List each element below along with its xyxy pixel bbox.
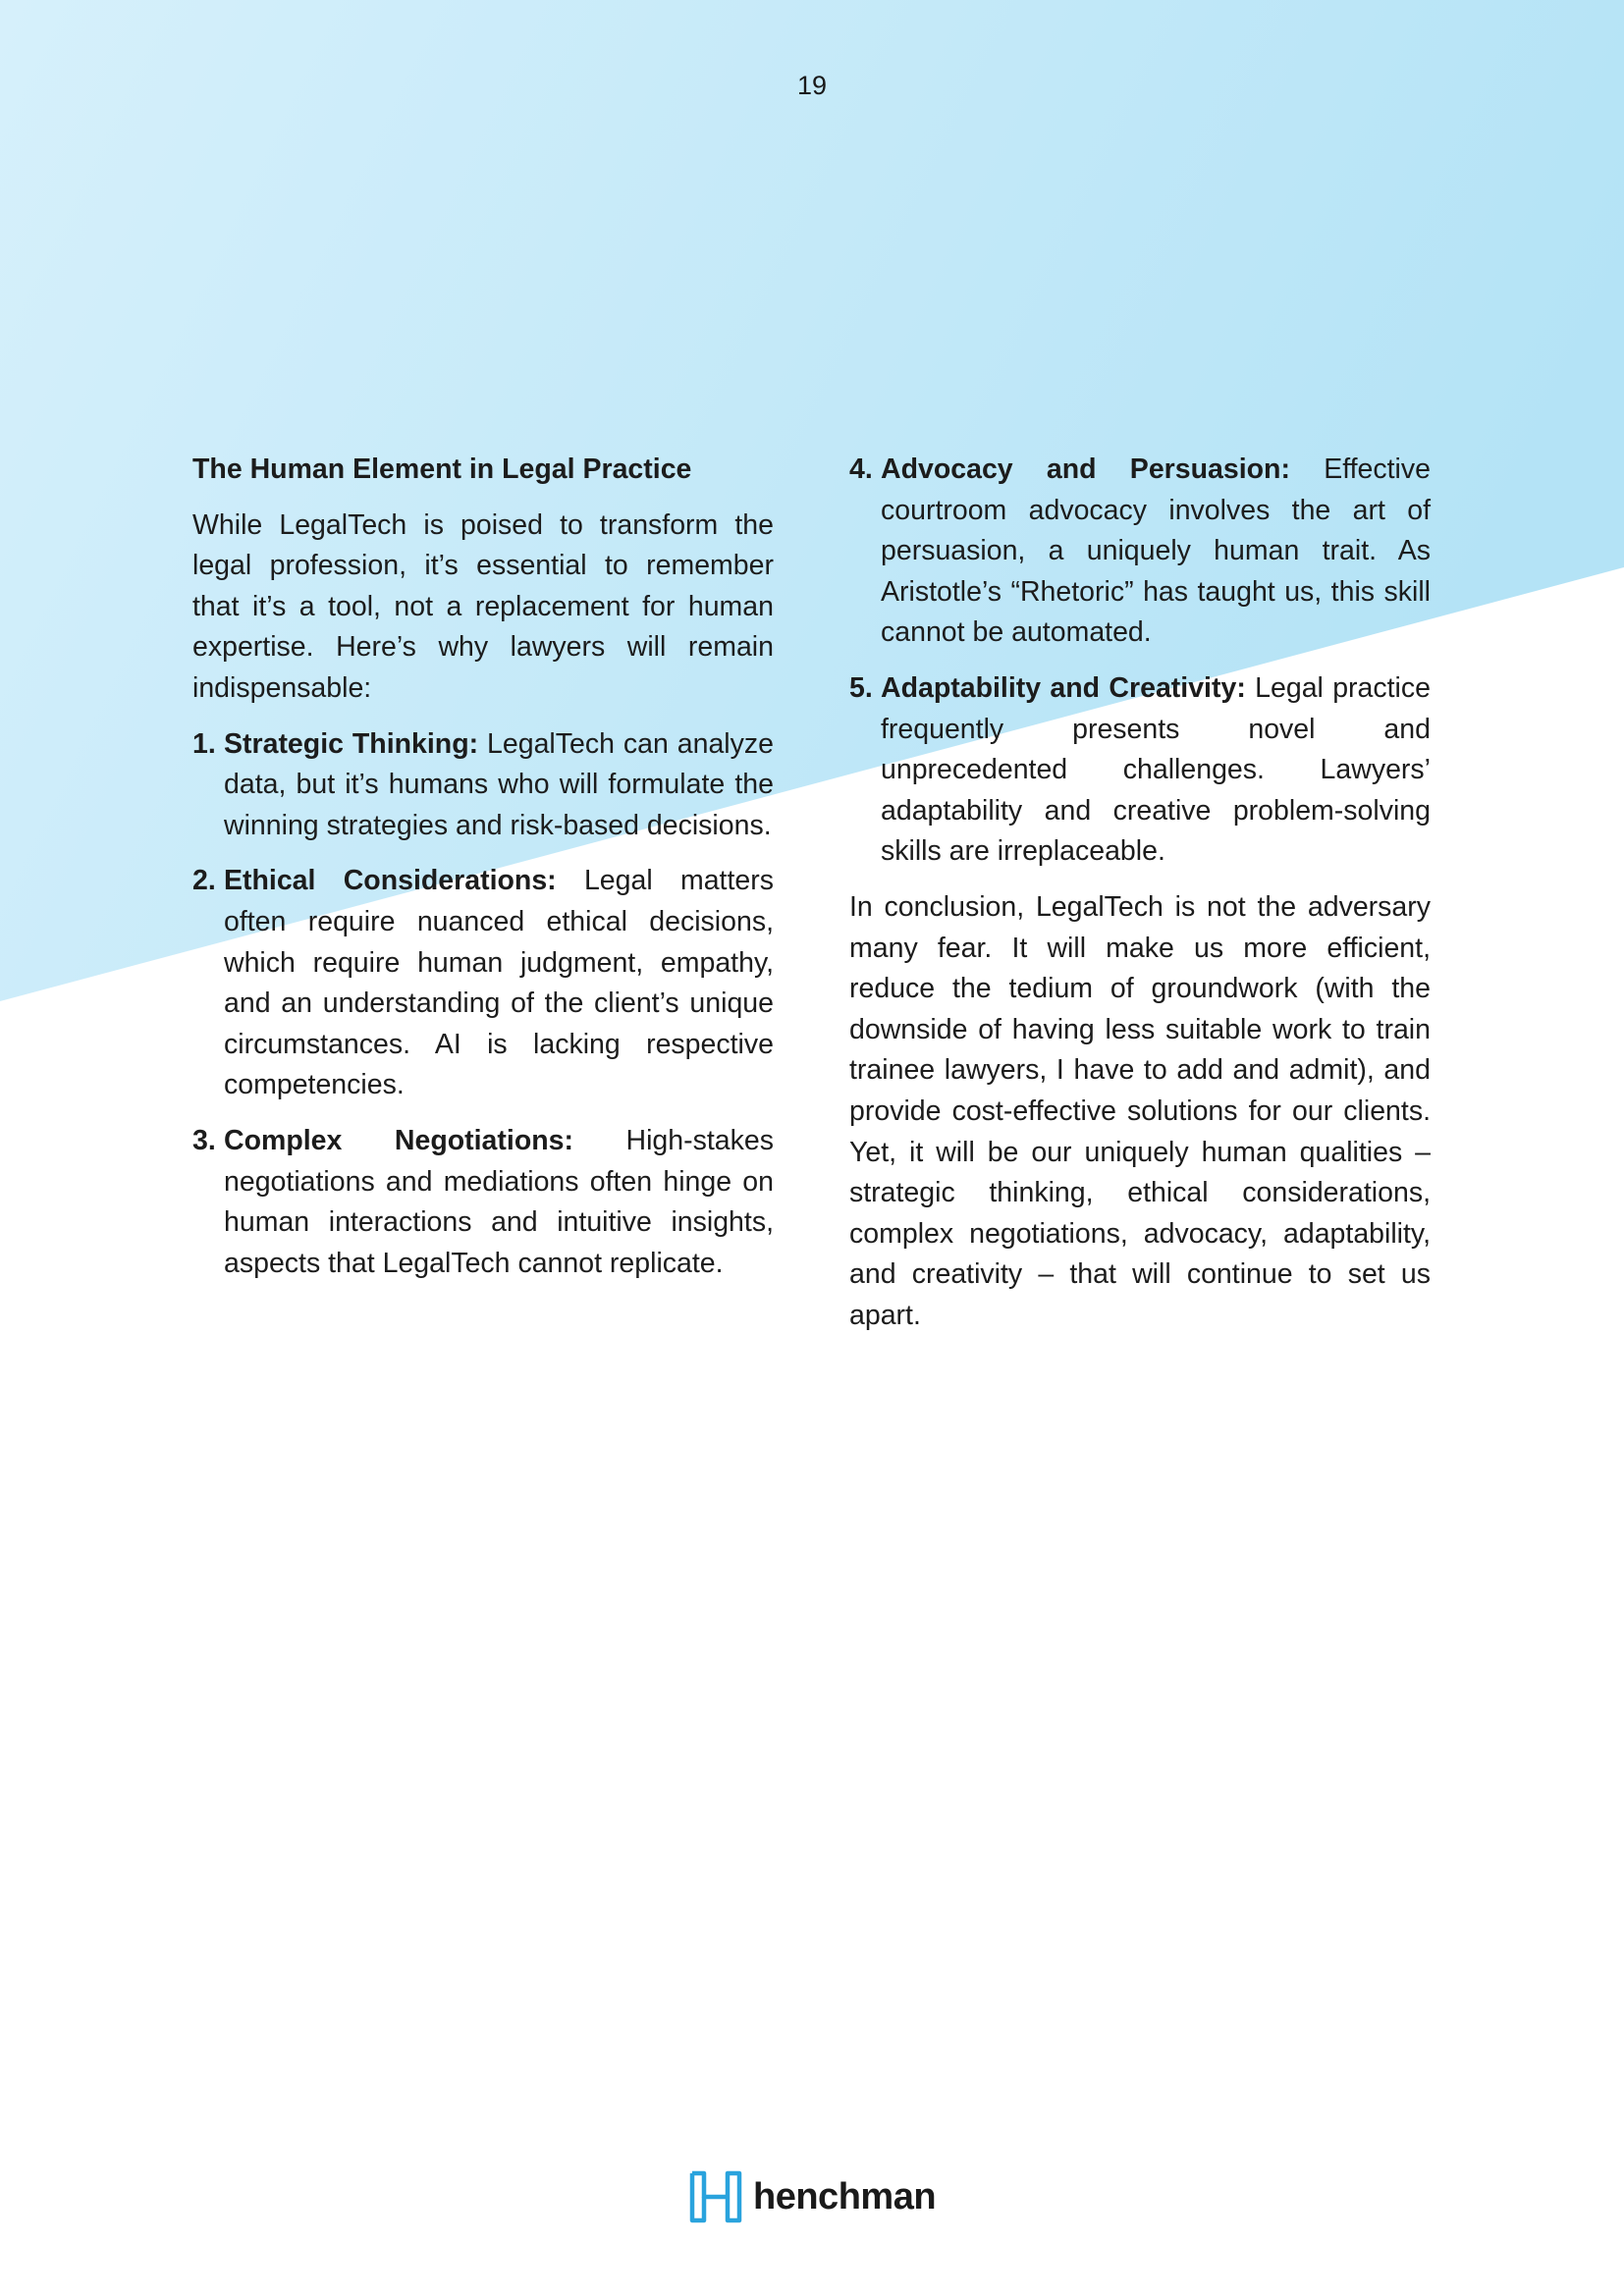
- list-item-text: Legal matters often require nuanced ethical decisions, which require human judgment, empathy, and an understanding of the client’s unique circumstances. AI is lacking respective competencies.: [224, 865, 774, 1101]
- list-item-title: Complex Negotiations:: [224, 1124, 626, 1156]
- list-number: 5.: [849, 671, 873, 704]
- conclusion-paragraph: In conclusion, LegalTech is not the adversary many fear. It will make us more efficient, reduce the tedium of groundwork (with the downside of having less suitable work to train trainee lawyers, I have to add and admit), and provide cost-effective solutions for our clients. Yet, it will be our uniquely human qualities – strategic thinking, ethical considerations, complex negotiations, advocacy, adaptability, and creativity – that will continue to set us apart.: [849, 890, 1431, 1331]
- section-heading: The Human Element in Legal Practice: [192, 454, 692, 485]
- list-item: [192, 724, 774, 847]
- list-item: [849, 668, 1431, 873]
- list-item-title: Strategic Thinking:: [224, 727, 488, 760]
- list-item-text: LegalTech can analyze data, but it’s humans who will formulate the winning strategies and risk-based decisions.: [224, 727, 774, 841]
- list-item-title: Ethical Considerations:: [224, 865, 584, 897]
- henchman-logo: [688, 2167, 936, 2226]
- henchman-h-icon: [688, 2167, 743, 2226]
- right-column: [849, 450, 1431, 1336]
- list-item-text: High-stakes negotiations and mediations often hinge on human interactions and intuitive insights, aspects that LegalTech cannot replicate.: [224, 1124, 774, 1279]
- list-item: [849, 450, 1431, 654]
- list-item-title: Adaptability and Creativity:: [881, 671, 1256, 704]
- left-column: [192, 450, 774, 1299]
- list-number: 3.: [192, 1124, 216, 1156]
- list-item-text: Legal practice frequently presents novel and unprecedented challenges. Lawyers’ adaptability and creative problem-solving skills are irreplaceable.: [881, 671, 1431, 868]
- list-number: 4.: [849, 454, 873, 485]
- list-item-text: Effective courtroom advocacy involves the art of persuasion, a uniquely human trait. As Aristotle’s “Rhetoric” has taught us, this skill cannot be automated.: [881, 454, 1431, 649]
- list-item: [192, 1121, 774, 1284]
- brand-wordmark: henchman: [753, 2175, 937, 2217]
- list-number: 1.: [192, 727, 216, 760]
- list-item-title: Advocacy and Persuasion:: [881, 454, 1325, 485]
- page-number: 19: [796, 71, 828, 100]
- list-number: 2.: [192, 865, 216, 897]
- intro-paragraph: While LegalTech is poised to transform the legal profession, it’s essential to remember that it’s a tool, not a replacement for human expertise. Here’s why lawyers will remain indispensable:: [192, 508, 774, 704]
- list-item: [192, 861, 774, 1106]
